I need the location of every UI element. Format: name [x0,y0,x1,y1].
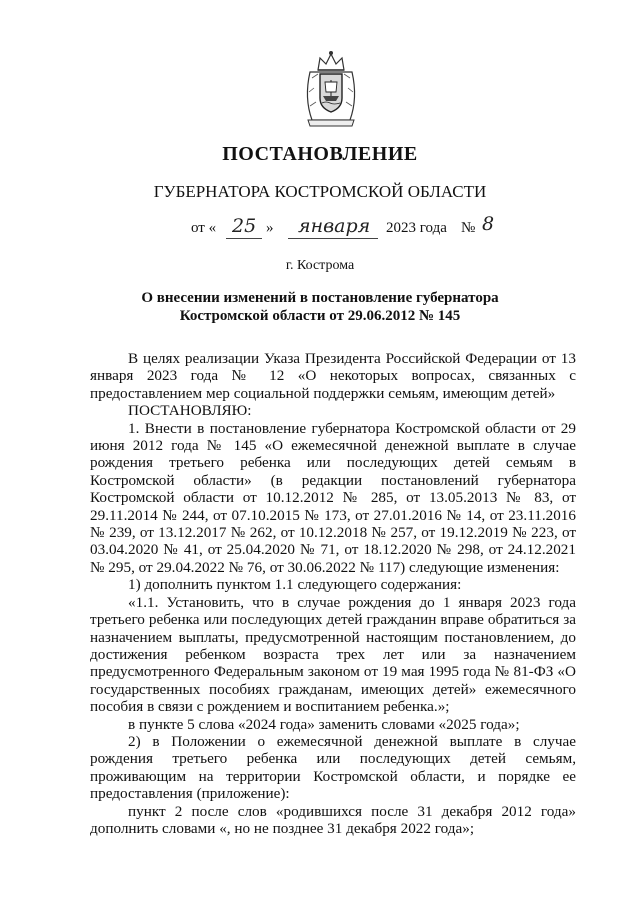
document-heading [90,289,550,325]
coat-of-arms-emblem [300,48,362,128]
date-prefix: от « [191,220,217,236]
month-underline [288,238,378,239]
document-title: ПОСТАНОВЛЕНИЕ [222,143,418,165]
date-line [0,213,640,243]
year-text: 2023 года [386,220,447,236]
paragraph-preamble: В целях реализации Указа Президента Российской Федерации от 13 января 2023 года № 12 «О некоторых вопросах, связанных с предоставлением мер социальной поддержки семьям, имеющим детей» [90,350,576,402]
issuer-subtitle: ГУБЕРНАТОРА КОСТРОМСКОЙ ОБЛАСТИ [153,182,487,201]
paragraph-quote-1-1: «1.1. Установить, что в случае рождения до 1 января 2023 года третьего ребенка или последующих детей гражданин вправе обратиться за назначением выплаты, предусмотренной настоящим постановлением, до достижения ребенком возраста трех лет или за назначением предусмотренного Федеральным законом от 19 мая 1995 года № 81-ФЗ «О государственных пособиях гражданам, имеющих детей» ежемесячного пособия в связи с рождением и воспитанием ребенка.»; [90,593,576,716]
paragraph-item-2: 2) в Положении о ежемесячной денежной выплате в случае рождения третьего ребенка или последующих детей семьям, проживающим на территории Костромской области, и порядке ее предоставления (приложение): [90,732,576,803]
paragraph-item-1: 1. Внести в постановление губернатора Костромской области от 29 июня 2012 года № 145 «О ежемесячной денежной выплате в случае рождения третьего ребенка или последующих детей семьям в Костромской области» (в редакции постановлений губернатора Костромской области от 10.12.2012 № 285, от 13.05.2013 № 83, от 29.11.2014 № 244, от 07.10.2015 № 173, от 27.01.2016 № 14, от 23.11.2016 № 239, от 13.12.2017 № 262, от 10.12.2018 № 257, от 19.12.2019 № 223, от 03.04.2020 № 41, от 25.04.2020 № 71, от 18.12.2020 № 298, от 24.12.2021 № 295, от 29.04.2022 № 76, от 30.06.2022 № 117) следующие изменения: [90,419,576,576]
paragraph-resolve: ПОСТАНОВЛЯЮ: [128,402,252,420]
handwritten-number: 8 [482,213,495,235]
paragraph-item-1-1: 1) дополнить пунктом 1.1 следующего содержания: [128,576,462,594]
number-sign: № [461,220,476,236]
document-body [90,350,576,837]
handwritten-day: 25 [232,215,257,237]
heading-line-1: О внесении изменений в постановление губернатора [141,290,499,306]
date-mid: » [266,220,274,236]
paragraph-item-5-change: в пункте 5 слова «2024 года» заменить словами «2025 года»; [128,715,520,733]
paragraph-item-2-point-2: пункт 2 после слов «родившихся после 31 декабря 2012 года» дополнить словами «, но не позднее 31 декабря 2022 года»; [90,802,576,837]
city-line: г. Кострома [285,258,355,273]
heading-line-2: Костромской области от 29.06.2012 № 145 [179,308,461,324]
day-underline [226,238,262,239]
handwritten-month: января [298,215,371,237]
